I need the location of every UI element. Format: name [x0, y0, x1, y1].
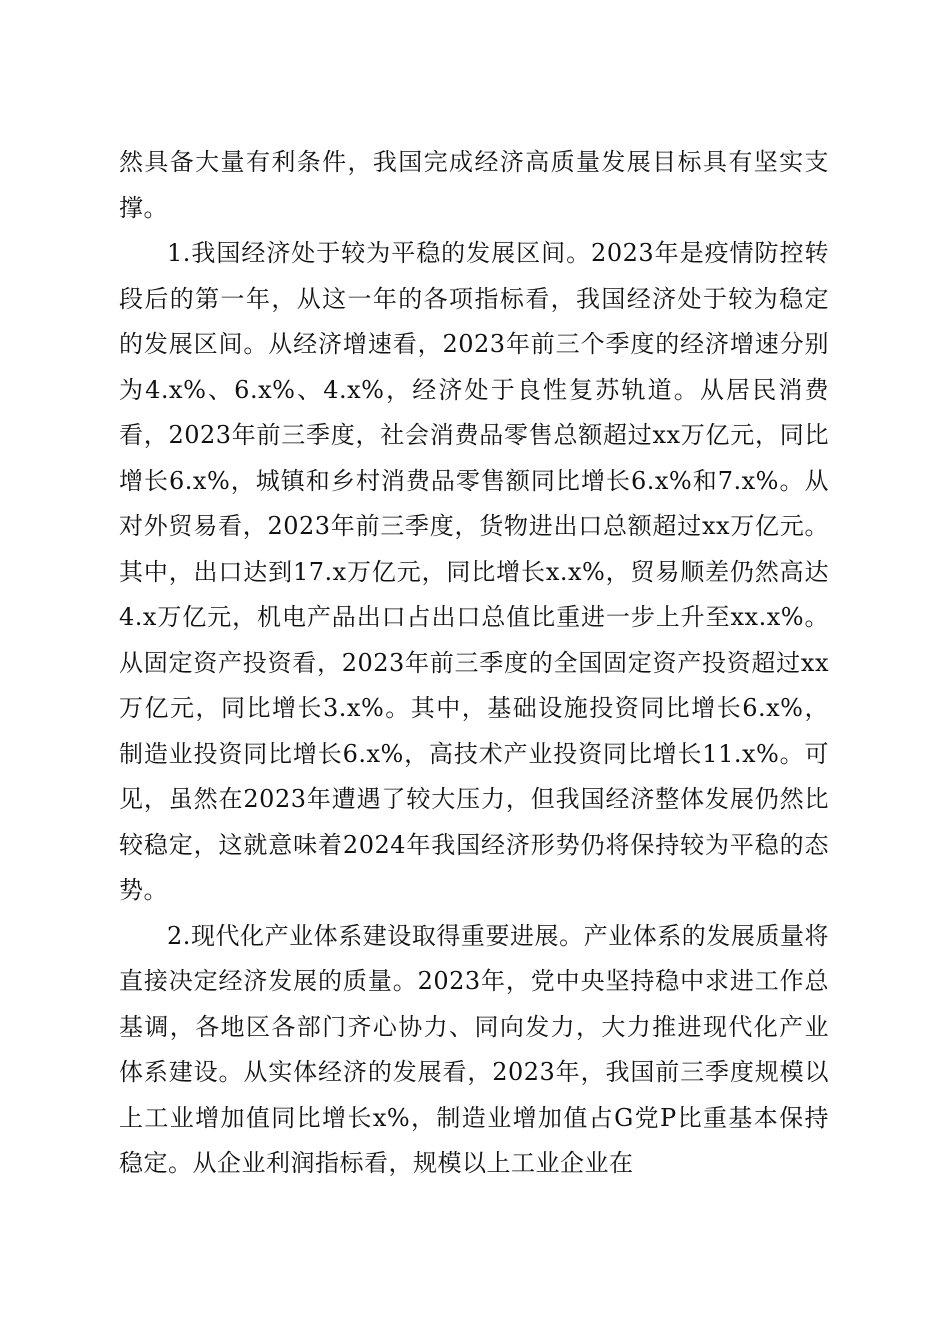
paragraph-industrial-system: 2.现代化产业体系建设取得重要进展。产业体系的发展质量将直接决定经济发展的质量。2023年，党中央坚持稳中求进工作总基调，各地区各部门齐心协力、同向发力，大力推进现代化产业体系建设。从实体经济的发展看，2023年，我国前三季度规模以上工业增加值同比增长x%，制造业增加值占G党P比重基本保持稳定。从企业利润指标看，规模以上工业企业在 — [119, 921, 829, 1177]
paragraph-continuation: 然具备大量有利条件，我国完成经济高质量发展目标具有坚实支撑。 — [119, 148, 829, 222]
document-body — [119, 140, 829, 1187]
paragraph-economy-stable: 1.我国经济处于较为平稳的发展区间。2023年是疫情防控转段后的第一年，从这一年的各项指标看，我国经济处于较为稳定的发展区间。从经济增速看，2023年前三个季度的经济增速分别为4.x%、6.x%、4.x%，经济处于良性复苏轨道。从居民消费看，2023年前三季度，社会消费品零售总额超过xx万亿元，同比增长6.x%，城镇和乡村消费品零售额同比增长6.x%和7.x%。从对外贸易看，2023年前三季度，货物进出口总额超过xx万亿元。其中，出口达到17.x万亿元，同比增长x.x%，贸易顺差仍然高达4.x万亿元，机电产品出口占出口总值比重进一步上升至xx.x%。从固定资产投资看，2023年前三季度的全国固定资产投资超过xx万亿元，同比增长3.x%。其中，基础设施投资同比增长6.x%，制造业投资同比增长6.x%，高技术产业投资同比增长11.x%。可见，虽然在2023年遭遇了较大压力，但我国经济整体发展仍然比较稳定，这就意味着2024年我国经济形势仍将保持较为平稳的态势。 — [119, 239, 829, 904]
